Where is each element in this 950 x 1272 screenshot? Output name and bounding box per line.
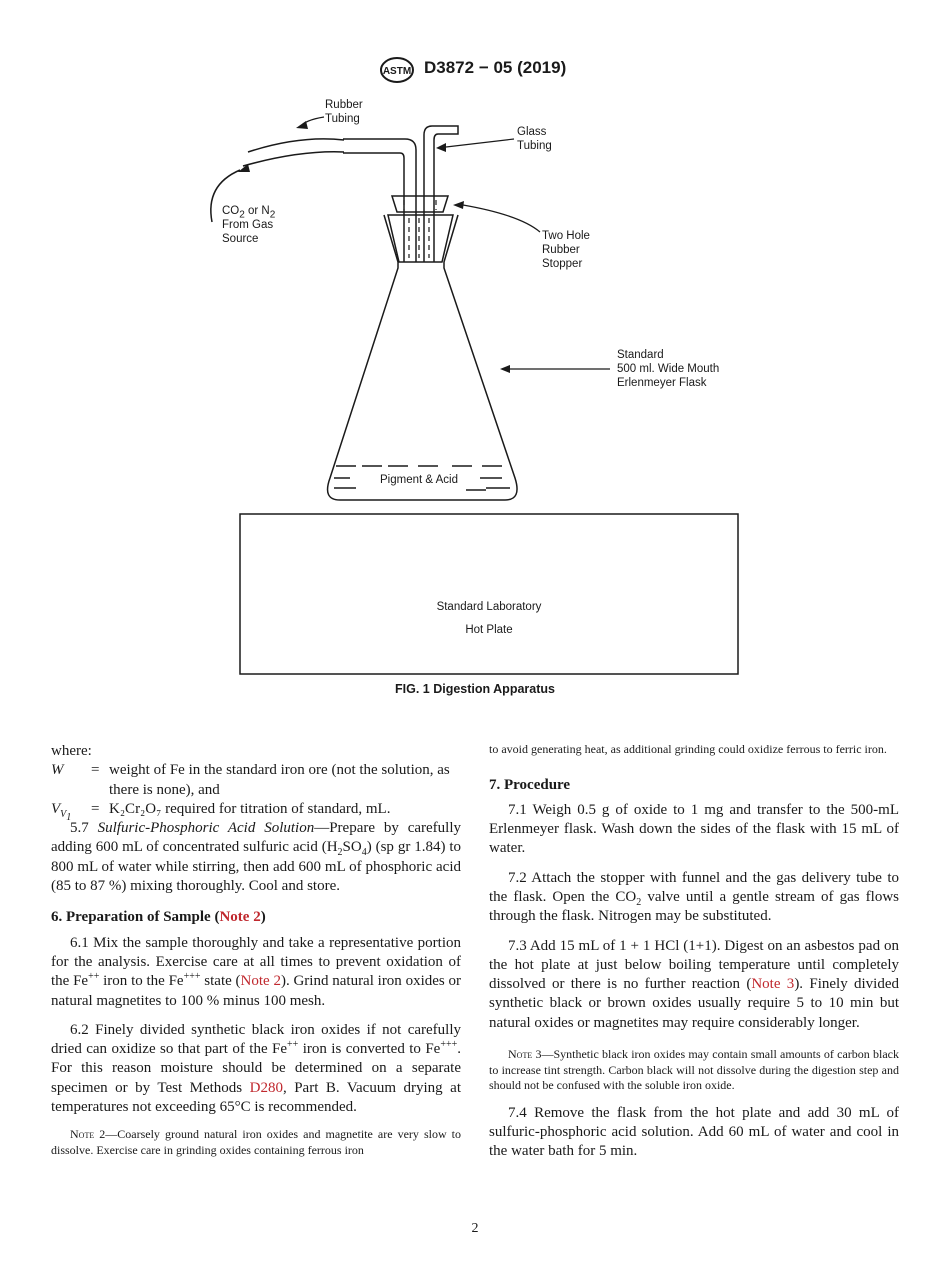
gas-source-label: $CO_2$ or $N_2$ From Gas Source	[222, 205, 276, 245]
left-column	[51, 742, 461, 1158]
note-3-link[interactable]: Note 3	[751, 976, 795, 993]
paragraph-7-2: 7.2 Attach the stopper with funnel and the gas delivery tube to the flask. Open the $CO_2$ valve until a gentle stream of gas flows through the flask. Nitrogen may be substituted.	[489, 869, 900, 925]
definition-w: W = weight of Fe in the standard iron ore (not the solution, as there is none), and	[51, 762, 450, 798]
note-2: Note 2—Coarsely ground natural iron oxides and magnetite are very slow to dissolve. Exercise care in grinding oxides containing ferrous iron	[51, 1127, 461, 1157]
note-2-link[interactable]: Note 2	[219, 909, 261, 926]
contents-label: Pigment & Acid	[380, 474, 458, 486]
paragraph-7-4: 7.4 Remove the flask from the hot plate and add 30 mL of sulfuric-phosphoric acid solution. Add 60 mL of water and cool in the water bath for 5 min.	[489, 1104, 899, 1160]
flask-label: Standard 500 ml. Wide Mouth Erlenmeyer Flask	[617, 349, 720, 389]
stopper-label: Two Hole Rubber Stopper	[542, 230, 590, 270]
standard-designation: D3872 − 05 (2019)	[424, 58, 567, 77]
paragraph-5-7: 5.7 Sulfuric-Phosphoric Acid Solution—Prepare by carefully adding 600 mL of concentrated sulfuric acid $(H_2SO_4)$ (sp gr 1.84) to 800 mL of water while stirring, then add 600 mL of phosphoric acid (85 to 87 %) mixing thoroughly. Cool and store.	[51, 820, 462, 895]
glass-tubing-label: Glass Tubing	[517, 126, 552, 152]
note-3: Note 3—Synthetic black iron oxides may contain small amounts of carbon black to increase tint strength. Carbon black will not dissolve during the digestion step and should not be confused with the soluble iron oxide.	[489, 1047, 900, 1093]
right-column	[489, 742, 899, 1161]
paragraph-6-2: 6.2 Finely divided synthetic black iron oxides if not carefully dried can oxidize so that part of the Fe++ iron is converted to Fe+++. For this reason moisture should be determined on a separate specimen or by Test Methods D280, Part B. Vacuum drying at temperatures not exceeding 65°C is recommended.	[51, 1021, 461, 1116]
paragraph-7-1: 7.1 Weigh 0.5 g of oxide to 1 mg and transfer to the 500-mL Erlenmeyer flask. Wash down the sides of the flask with 15 mL of water.	[489, 801, 899, 857]
section-6-heading: 6. Preparation of Sample (Note 2)	[51, 909, 266, 926]
d280-link[interactable]: D280	[249, 1079, 283, 1096]
note-2-link[interactable]: Note 2	[240, 973, 281, 990]
rubber-tubing-label: Rubber Tubing	[325, 99, 363, 125]
definition-v: $V_{V_1}$ = K₂Cr₂O₇ required for titration of standard, mL.	[51, 800, 391, 823]
hot-plate-label: Standard Laboratory Hot Plate	[436, 601, 542, 636]
figure-caption: FIG. 1 Digestion Apparatus	[395, 682, 555, 696]
note-2-continued: to avoid generating heat, as additional grinding could oxidize ferrous to ferric iron.	[489, 742, 887, 756]
section-7-heading: 7. Procedure	[489, 776, 571, 793]
where-text: where:	[51, 743, 92, 759]
svg-text:ASTM: ASTM	[382, 66, 412, 77]
paragraph-7-3: 7.3 Add 15 mL of 1 + 1 HCl (1+1). Digest on an asbestos pad on the hot plate at just below boiling temperature until completely dissolved or there is no further reaction (Note 3). Finely divided synthetic black or brown oxides usually require 5 to 10 min but natural oxides or magnetites may require considerably longer.	[489, 937, 899, 1031]
paragraph-6-1: 6.1 Mix the sample thoroughly and take a representative portion for the analysis. Exercise care at all times to prevent oxidation of the Fe++ iron to the Fe+++ state (Note 2). Grind natural iron oxides or natural magnetites to 100 % minus 100 mesh.	[51, 934, 461, 1009]
page-number: 2	[471, 1221, 479, 1236]
